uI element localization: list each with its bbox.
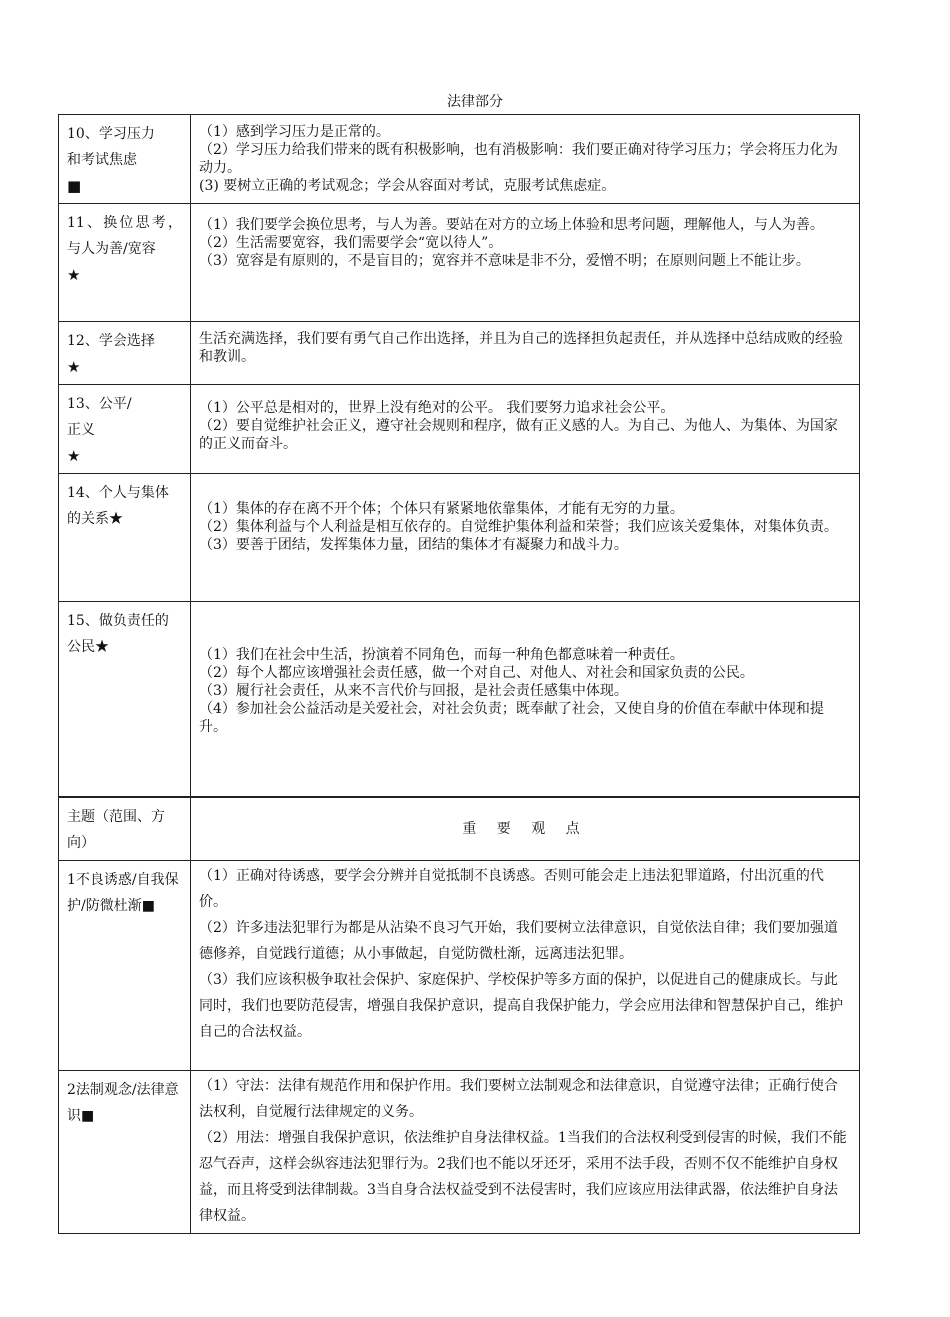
point-text: （3）我们应该积极争取社会保护、家庭保护、学校保护等多方面的保护，以促进自己的健康成长。与此同时，我们也要防范侵害，增强自我保护意识，提高自我保护能力，学会应用法律和智慧保护自己，维护自己的合法权益。 (199, 971, 843, 1040)
topic-label: 1不良诱惑/自我保护/防微杜渐■ (67, 871, 179, 914)
point-text: （3）履行社会责任，从来不言代价与回报，是社会责任感集中体现。 (199, 683, 628, 699)
point-text: （1）集体的存在离不开个体；个体只有紧紧地依靠集体，才能有无穷的力量。 (199, 501, 684, 517)
topic-cell (59, 322, 191, 385)
points-cell (191, 602, 860, 797)
table-row (59, 204, 860, 322)
table-row (59, 385, 860, 474)
page-title: 法律部分 (447, 94, 503, 110)
point-text: （1）我们要学会换位思考，与人为善。要站在对方的立场上体验和思考问题，理解他人，与人为善。 (199, 217, 824, 233)
header-topic-label: 主题（范围、方向） (67, 808, 165, 851)
point-text: （2）生活需要宽容，我们需要学会“宽以待人”。 (199, 235, 503, 251)
point-text: （1）公平总是相对的，世界上没有绝对的公平。 我们要努力追求社会公平。 (199, 400, 675, 416)
header-topic-cell (59, 797, 191, 861)
point-text: （2）用法：增强自我保护意识，依法维护自身法律权益。1当我们的合法权利受到侵害的时候，我们不能忍气吞声，这样会纵容违法犯罪行为。2我们也不能以牙还牙，采用不法手段，否则不仅不能维护自身权益，而且将受到法律制裁。3当自身合法权益受到不法侵害时，我们应该应用法律武器，依法维护自身法律权益。 (199, 1129, 847, 1224)
point-text: (3) 要树立正确的考试观念；学会从容面对考试，克服考试焦虑症。 (199, 178, 616, 194)
topic-label: 12、学会选择 (67, 333, 155, 349)
points-cell (191, 860, 860, 1070)
topic-label: 10、学习压力 和考试焦虑 (67, 126, 155, 168)
table-header-row (59, 797, 860, 861)
topic-cell (59, 385, 191, 474)
header-points-label: 重 要 观 点 (462, 820, 588, 837)
point-text: （1）正确对待诱惑，要学会分辨并自觉抵制不良诱惑。否则可能会走上违法犯罪道路，付出沉重的代价。 (199, 867, 824, 910)
topic-label: 13、公平/ 正义 (67, 396, 132, 438)
point-text: （3）宽容是有原则的，不是盲目的；宽容并不意味是非不分，爱憎不明；在原则问题上不能让步。 (199, 253, 810, 269)
square-mark-icon: ■ (67, 177, 82, 195)
topic-cell (59, 860, 191, 1070)
point-text: （1）感到学习压力是正常的。 (199, 124, 390, 140)
point-text: （2）学习压力给我们带来的既有积极影响，也有消极影响：我们要正确对待学习压力；学会将压力化为动力。 (199, 142, 838, 176)
points-cell (191, 385, 860, 474)
points-cell (191, 322, 860, 385)
topic-cell (59, 204, 191, 322)
points-cell (191, 1070, 860, 1233)
points-cell (191, 474, 860, 602)
table-row (59, 115, 860, 204)
star-mark-icon: ★ (67, 358, 81, 376)
topic-label: 2法制观念/法律意识■ (67, 1081, 179, 1124)
point-text: （2）每个人都应该增强社会责任感，做一个对自己、对他人、对社会和国家负责的公民。 (199, 665, 754, 681)
content-table (58, 114, 860, 1234)
star-mark-icon: ★ (67, 447, 81, 465)
point-text: （4）参加社会公益活动是关爱社会，对社会负责；既奉献了社会，又使自身的价值在奉献中体现和提升。 (199, 701, 824, 735)
table-row (59, 860, 860, 1070)
topic-cell (59, 115, 191, 204)
point-text: （1）我们在社会中生活，扮演着不同角色，而每一种角色都意味着一种责任。 (199, 647, 684, 663)
point-text: （3）要善于团结，发挥集体力量，团结的集体才有凝聚力和战斗力。 (199, 537, 628, 553)
header-points-cell (191, 797, 860, 861)
points-cell (191, 204, 860, 322)
table-row (59, 1070, 860, 1233)
topic-cell (59, 1070, 191, 1233)
point-text: （1）守法：法律有规范作用和保护作用。我们要树立法制观念和法律意识，自觉遵守法律；正确行使合法权利，自觉履行法律规定的义务。 (199, 1077, 838, 1120)
table-row (59, 602, 860, 797)
point-text: （2）要自觉维护社会正义，遵守社会规则和程序，做有正义感的人。为自己、为他人、为集体、为国家的正义而奋斗。 (199, 418, 838, 452)
table-row (59, 474, 860, 602)
point-text: （2）许多违法犯罪行为都是从沾染不良习气开始，我们要树立法律意识，自觉依法自律；我们要加强道德修养，自觉践行道德；从小事做起，自觉防微杜渐，远离违法犯罪。 (199, 919, 838, 962)
points-cell (191, 115, 860, 204)
point-text: 生活充满选择，我们要有勇气自己作出选择，并且为自己的选择担负起责任，并从选择中总结成败的经验和教训。 (199, 331, 843, 365)
table-row (59, 322, 860, 385)
topic-cell (59, 474, 191, 602)
star-mark-icon: ★ (67, 266, 81, 284)
topic-cell (59, 602, 191, 797)
topic-label: 15、做负责任的公民★ (67, 613, 169, 655)
topic-label: 14、个人与集体的关系★ (67, 485, 169, 527)
point-text: （2）集体利益与个人利益是相互依存的。自觉维护集体利益和荣誉；我们应该关爱集体，对集体负责。 (199, 519, 838, 535)
topic-label: 11、换位思考，与人为善/宽容 (67, 215, 182, 257)
